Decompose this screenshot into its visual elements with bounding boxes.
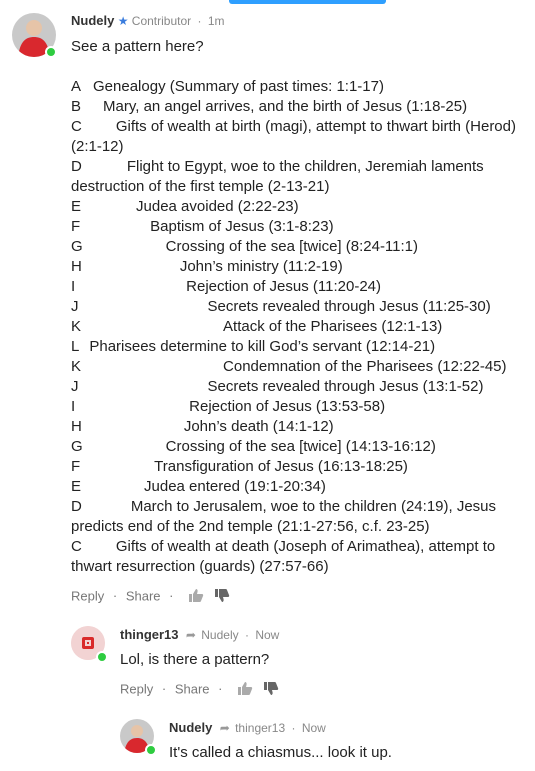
chiasmus-text: Gifts of wealth at birth (magi), attempt to thwart birth (Herod) (2:1-12) (71, 118, 516, 155)
reply-to-name[interactable]: Nudely (201, 628, 239, 642)
chiasmus-line (71, 337, 531, 357)
chiasmus-text: Transfiguration of Jesus (16:13-18:25) (154, 458, 408, 475)
chiasmus-line (71, 277, 531, 297)
separator-dot: · (291, 721, 296, 735)
thumbs-up-icon[interactable] (237, 681, 253, 699)
chiasmus-line (71, 77, 531, 97)
chiasmus-letter: A (71, 78, 82, 95)
chiasmus-letter: H (71, 418, 82, 435)
chiasmus-letter: F (71, 218, 81, 235)
chiasmus-letter: J (71, 378, 79, 395)
chiasmus-line (71, 377, 531, 397)
chiasmus-text: Judea avoided (2:22-23) (136, 198, 299, 215)
chiasmus-line (71, 497, 531, 537)
reply-button[interactable]: Reply (71, 588, 105, 604)
chiasmus-text: Condemnation of the Pharisees (12:22-45) (223, 358, 507, 375)
chiasmus-line (71, 477, 531, 497)
contributor-badge: Contributor (131, 14, 192, 28)
thumbs-down-icon[interactable] (263, 681, 279, 699)
comment-body (71, 37, 531, 577)
chiasmus-line (71, 217, 531, 237)
chiasmus-text: Judea entered (19:1-20:34) (144, 478, 326, 495)
chiasmus-line (71, 197, 531, 217)
separator-dot: · (197, 14, 202, 28)
chiasmus-text: Crossing of the sea [twice] (8:24-11:1) (165, 238, 419, 255)
chiasmus-letter: K (71, 318, 82, 335)
chiasmus-letter: E (71, 478, 82, 495)
chiasmus-letter: C (71, 538, 82, 555)
chiasmus-letter: B (71, 98, 82, 115)
chiasmus-text: John’s ministry (11:2-19) (179, 258, 343, 275)
timestamp[interactable]: Now (301, 721, 326, 735)
chiasmus-letter: F (71, 458, 81, 475)
reply-arrow-icon: ➦ (219, 721, 230, 735)
chiasmus-line (71, 97, 531, 117)
chiasmus-line (71, 117, 531, 157)
chiasmus-letter: E (71, 198, 82, 215)
chiasmus-letter: J (71, 298, 79, 315)
share-button[interactable]: Share (125, 588, 161, 604)
chiasmus-letter: D (71, 498, 82, 515)
chiasmus-text: Gifts of wealth at death (Joseph of Arimathea), attempt to thwart resurrection (guards) (27:57-66) (71, 538, 496, 575)
comment-header (169, 720, 326, 735)
separator-dot: · (244, 628, 249, 642)
comment-header (120, 627, 279, 642)
chiasmus-text: Crossing of the sea [twice] (14:13-16:12) (165, 438, 436, 455)
chiasmus-line (71, 357, 531, 377)
chiasmus-letter: G (71, 438, 83, 455)
reply-to-name[interactable]: thinger13 (235, 721, 286, 735)
chiasmus-text: Rejection of Jesus (11:20-24) (186, 278, 381, 295)
chiasmus-line (71, 417, 531, 437)
comment-body: Lol, is there a pattern? (120, 651, 270, 668)
online-status-dot (96, 651, 108, 663)
thumbs-down-icon[interactable] (214, 588, 230, 606)
top-accent-bar (229, 0, 386, 4)
share-button[interactable]: Share (174, 681, 210, 697)
chiasmus-letter: I (71, 398, 76, 415)
chiasmus-letter: G (71, 238, 83, 255)
chiasmus-line (71, 237, 531, 257)
chiasmus-text: Flight to Egypt, woe to the children, Jeremiah laments destruction of the first temple (2-13-21) (71, 158, 484, 195)
online-status-dot (145, 744, 157, 756)
reply-arrow-icon: ➦ (185, 628, 196, 642)
chiasmus-line (71, 457, 531, 477)
author-name[interactable]: Nudely (71, 13, 115, 28)
chiasmus-text: Secrets revealed through Jesus (11:25-30) (207, 298, 491, 315)
chiasmus-text: Pharisees determine to kill God’s servant (12:14-21) (89, 338, 436, 355)
chiasmus-line (71, 397, 531, 417)
comment-actions: Reply · Share · (71, 588, 230, 606)
chiasmus-letter: L (71, 338, 80, 355)
chiasmus-text: Baptism of Jesus (3:1-8:23) (150, 218, 334, 235)
chiasmus-line (71, 157, 531, 197)
chiasmus-letter: C (71, 118, 82, 135)
thumbs-up-icon[interactable] (188, 588, 204, 606)
chiasmus-letter: I (71, 278, 76, 295)
chiasmus-text: Attack of the Pharisees (12:1-13) (223, 318, 443, 335)
author-name[interactable]: Nudely (169, 720, 213, 735)
timestamp[interactable]: 1m (207, 14, 225, 28)
chiasmus-text: Genealogy (Summary of past times: 1:1-17) (93, 78, 384, 95)
online-status-dot (45, 46, 57, 58)
chiasmus-text: Mary, an angel arrives, and the birth of Jesus (1:18-25) (103, 98, 468, 115)
chiasmus-line (71, 537, 531, 577)
chiasmus-letter: D (71, 158, 82, 175)
chiasmus-text: John’s death (14:1-12) (183, 418, 334, 435)
chiasmus-text: Secrets revealed through Jesus (13:1-52) (207, 378, 484, 395)
comment-intro: See a pattern here? (71, 38, 204, 55)
author-name[interactable]: thinger13 (120, 627, 179, 642)
chiasmus-text: March to Jerusalem, woe to the children (24:19), Jesus predicts end of the 2nd temple (21:1-27:56, c.f. 23-25) (71, 498, 497, 535)
chiasmus-letter: H (71, 258, 82, 275)
chiasmus-line (71, 257, 531, 277)
chiasmus-line (71, 437, 531, 457)
reply-button[interactable]: Reply (120, 681, 154, 697)
comment-header (71, 13, 225, 28)
comment-body: It's called a chiasmus... look it up. (169, 744, 392, 761)
chiasmus-line (71, 317, 531, 337)
star-icon: ★ (117, 14, 129, 28)
chiasmus-list (71, 77, 531, 577)
chiasmus-letter: K (71, 358, 82, 375)
comment-actions: Reply · Share · (120, 681, 279, 699)
chiasmus-text: Rejection of Jesus (13:53-58) (189, 398, 386, 415)
chiasmus-line (71, 297, 531, 317)
timestamp[interactable]: Now (255, 628, 280, 642)
